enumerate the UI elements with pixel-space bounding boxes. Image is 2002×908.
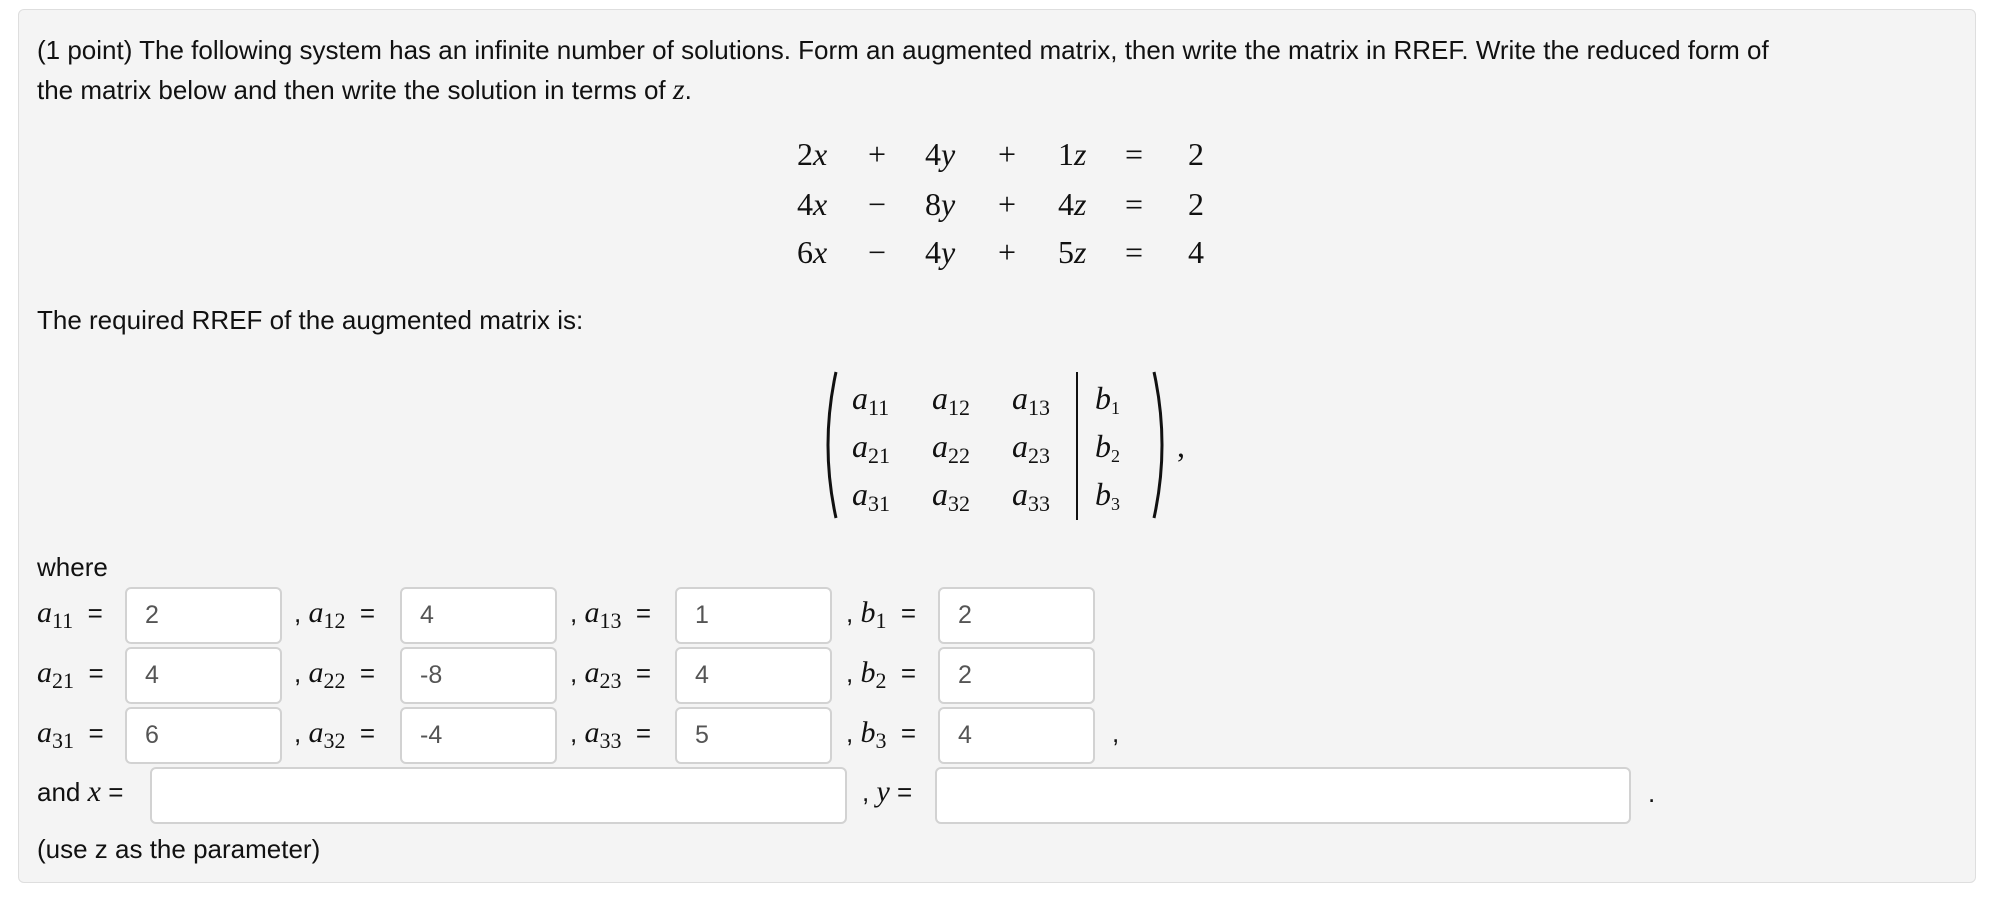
matrix-a13: $a_{13}$	[1012, 380, 1050, 420]
eq3-op1: −	[868, 234, 887, 270]
eq2-op2: +	[998, 186, 1017, 222]
eq2-rhs: 2	[1188, 186, 1204, 222]
label-a31: $a_{31}$ =	[37, 716, 104, 753]
eq1-term3: 1z	[1058, 136, 1087, 172]
label-a32: , $a_{32}$ =	[294, 716, 376, 753]
eq1-rhs: 2	[1188, 136, 1204, 172]
problem-statement-line2	[37, 70, 692, 110]
eq3-term2: 4y	[925, 234, 956, 270]
eq3-op2: +	[998, 234, 1017, 270]
label-a22: , $a_{22}$ =	[294, 656, 376, 693]
label-a13: , $a_{13}$ =	[570, 596, 652, 633]
input-a32[interactable]: -4	[400, 707, 557, 764]
matrix-a23: $a_{23}$	[1012, 428, 1050, 468]
matrix-trailing-comma: ,	[1177, 428, 1185, 464]
label-a23: , $a_{23}$ =	[570, 656, 652, 693]
label-a11: $a_{11}$ =	[37, 596, 103, 633]
matrix-a22: $a_{22}$	[932, 428, 970, 468]
matrix-a31: $a_{31}$	[852, 476, 890, 516]
statement-period: .	[684, 75, 692, 105]
input-b1[interactable]: 2	[938, 587, 1095, 644]
label-a12: , $a_{12}$ =	[294, 596, 376, 633]
label-b3: , $b_3$ =	[846, 716, 917, 753]
label-b1: , $b_1$ =	[846, 596, 917, 633]
augment-divider	[1076, 372, 1078, 520]
input-b3[interactable]: 4	[938, 707, 1095, 764]
matrix-b3: b3	[1095, 476, 1120, 514]
input-a21[interactable]: 4	[125, 647, 282, 704]
where-label: where	[37, 552, 108, 582]
input-a11[interactable]: 2	[125, 587, 282, 644]
eq1-op2: +	[998, 136, 1017, 172]
eq2-term1: 4x	[797, 186, 828, 222]
matrix-a11: $a_{11}$	[852, 380, 890, 420]
label-a33: , $a_{33}$ =	[570, 716, 652, 753]
eq3-term1: 6x	[797, 234, 828, 270]
eq1-term1: 2x	[797, 136, 828, 172]
eq1-term2: 4y	[925, 136, 956, 172]
eq2-term2: 8y	[925, 186, 956, 222]
statement-text: the matrix below and then write the solution in terms of	[37, 75, 673, 105]
label-x: and x =	[37, 775, 124, 808]
matrix-a21: $a_{21}$	[852, 428, 890, 468]
label-b2: , $b_2$ =	[846, 656, 917, 693]
input-a12[interactable]: 4	[400, 587, 557, 644]
variable-z: z	[672, 73, 685, 106]
input-a31[interactable]: 6	[125, 707, 282, 764]
matrix-b2: b2	[1095, 428, 1120, 466]
eq2-equals: =	[1125, 186, 1144, 222]
matrix-a33: $a_{33}$	[1012, 476, 1050, 516]
eq3-rhs: 4	[1188, 234, 1204, 270]
eq2-op1: −	[868, 186, 887, 222]
rref-label: The required RREF of the augmented matrix is:	[37, 305, 584, 335]
eq2-term3: 4z	[1058, 186, 1087, 222]
label-y: , y =	[862, 775, 913, 808]
problem-statement-line1: (1 point) The following system has an infinite number of solutions. Form an augmented matrix, then write the matrix in RREF. Write the reduced form of	[37, 35, 1769, 65]
label-a21: $a_{21}$ =	[37, 656, 104, 693]
input-y[interactable]	[935, 767, 1631, 824]
eq1-op1: +	[868, 136, 887, 172]
matrix-a32: $a_{32}$	[932, 476, 970, 516]
eq1-equals: =	[1125, 136, 1144, 172]
input-a22[interactable]: -8	[400, 647, 557, 704]
matrix-a12: $a_{12}$	[932, 380, 970, 420]
input-a13[interactable]: 1	[675, 587, 832, 644]
input-a33[interactable]: 5	[675, 707, 832, 764]
eq3-term3: 5z	[1058, 234, 1087, 270]
input-a23[interactable]: 4	[675, 647, 832, 704]
left-paren-icon	[818, 370, 840, 520]
right-paren-icon	[1150, 370, 1172, 520]
row3-trailing-comma: ,	[1112, 718, 1120, 748]
matrix-b1: b1	[1095, 380, 1120, 418]
input-x[interactable]	[150, 767, 847, 824]
input-b2[interactable]: 2	[938, 647, 1095, 704]
eq3-equals: =	[1125, 234, 1144, 270]
parameter-hint: (use z as the parameter)	[37, 834, 321, 864]
final-period: .	[1648, 778, 1656, 808]
